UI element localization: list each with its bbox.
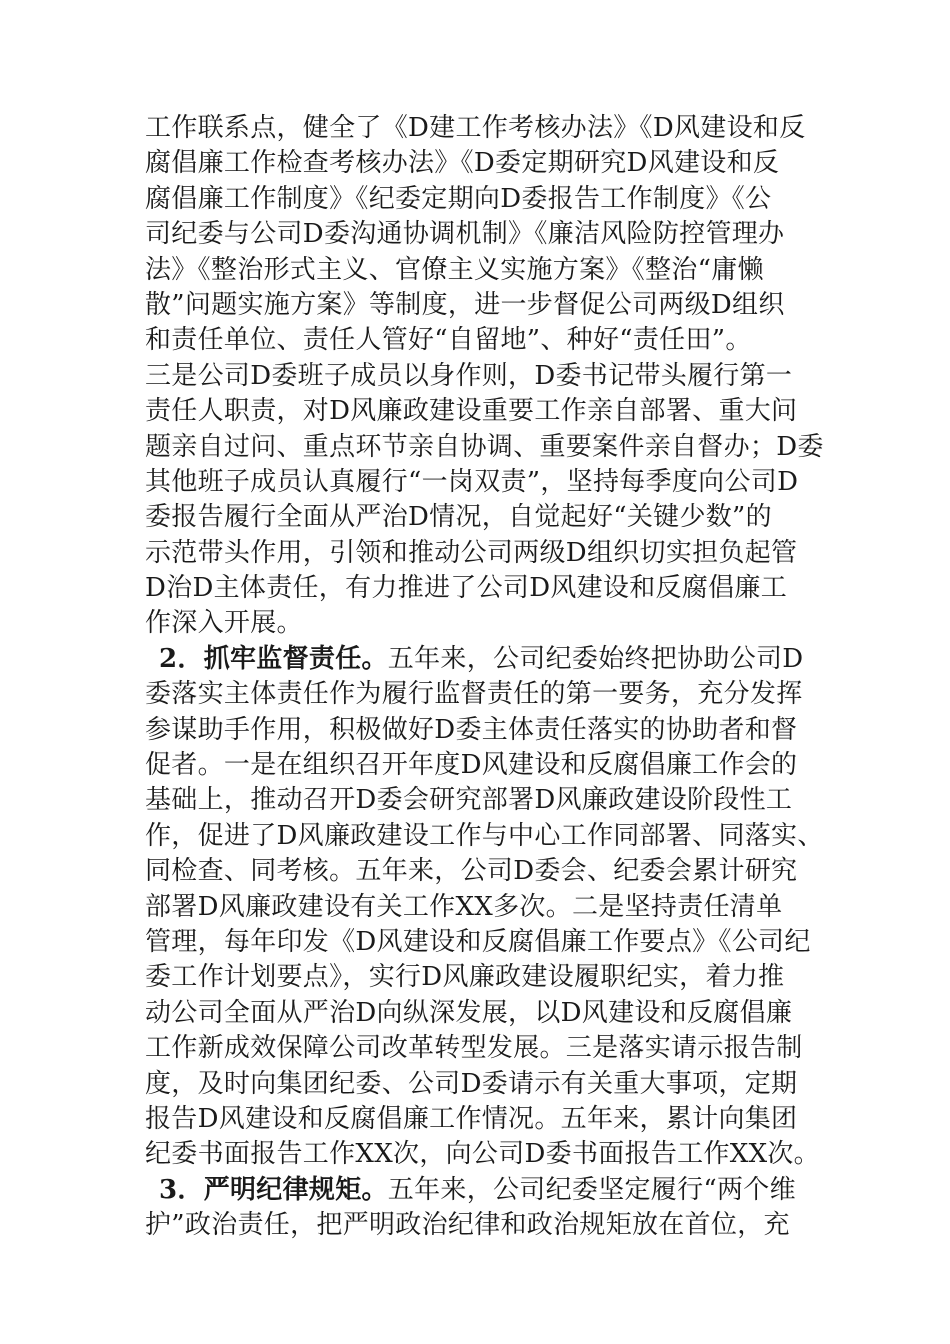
text-line: 腐倡廉工作检查考核办法》《D委定期研究D风建设和反: [145, 148, 780, 179]
text-line: 散”问题实施方案》等制度，进一步督促公司两级D组织: [145, 289, 785, 320]
section-3-text: 五年来，公司纪委坚定履行“两个维: [387, 1174, 796, 1205]
text-line: 责任人职责，对D风廉政建设重要工作亲自部署、重大问: [145, 396, 798, 427]
text-line: 部署D风廉政建设有关工作XX多次。二是坚持责任清单: [145, 891, 783, 922]
text-line: 委报告履行全面从严治D情况，自觉起好“关键少数”的: [145, 502, 772, 533]
document-body: [145, 111, 824, 1244]
section-3-heading: 3．严明纪律规矩。: [159, 1174, 388, 1205]
text-line: 题亲自过问、重点环节亲自协调、重要案件亲自督办；D委: [145, 431, 824, 462]
text-line: 工作联系点，健全了《D建工作考核办法》《D风建设和反: [145, 113, 806, 143]
text-line: 作，促进了D风廉政建设工作与中心工作同部署、同落实、: [145, 820, 824, 851]
section-2-text: 五年来，公司纪委始终把协助公司D: [387, 643, 804, 674]
text-line: 基础上，推动召开D委会研究部署D风廉政建设阶段性工: [145, 785, 793, 816]
text-line: 其他班子成员认真履行“一岗双责”，坚持每季度向公司D: [145, 466, 799, 497]
text-line: 委工作计划要点》，实行D风廉政建设履职纪实，着力推: [145, 962, 785, 993]
text-line: 参谋助手作用，积极做好D委主体责任落实的协助者和督: [145, 714, 798, 745]
text-line: 和责任单位、责任人管好“自留地”、种好“责任田”。: [145, 325, 752, 356]
text-line: 促者。一是在组织召开年度D风建设和反腐倡廉工作会的: [145, 750, 798, 781]
section-2-first-line: [145, 642, 815, 677]
text-line: 同检查、同考核。五年来，公司D委会、纪委会累计研究: [145, 856, 798, 887]
text-line: 作深入开展。: [145, 608, 303, 639]
text-line: 护”政治责任，把严明政治纪律和政治规矩放在首位，充: [145, 1210, 790, 1241]
text-line: 腐倡廉工作制度》《纪委定期向D委报告工作制度》《公: [145, 183, 772, 214]
text-line: 三是公司D委班子成员以身作则，D委书记带头履行第一: [145, 360, 793, 391]
text-line: 报告D风建设和反腐倡廉工作情况。五年来，累计向集团: [145, 1103, 798, 1134]
text-line: 示范带头作用，引领和推动公司两级D组织切实担负起管: [145, 537, 798, 568]
text-line: 法》《整治形式主义、官僚主义实施方案》《整治“庸懒: [145, 254, 764, 285]
text-line: 管理，每年印发《D风建设和反腐倡廉工作要点》《公司纪: [145, 926, 811, 957]
text-line: 委落实主体责任作为履行监督责任的第一要务，充分发挥: [145, 679, 803, 710]
section-3-first-line: [145, 1173, 815, 1208]
text-line: 纪委书面报告工作XX次，向公司D委书面报告工作XX次。: [145, 1139, 820, 1170]
text-line: 司纪委与公司D委沟通协调机制》《廉洁风险防控管理办: [145, 219, 785, 250]
text-line: 度，及时向集团纪委、公司D委请示有关重大事项，定期: [145, 1068, 798, 1099]
text-line: 动公司全面从严治D向纵深发展，以D风建设和反腐倡廉: [145, 997, 793, 1028]
text-line: D治D主体责任，有力推进了公司D风建设和反腐倡廉工: [145, 573, 788, 604]
section-2-heading: 2．抓牢监督责任。: [159, 643, 388, 674]
text-line: 工作新成效保障公司改革转型发展。三是落实请示报告制: [145, 1033, 803, 1064]
